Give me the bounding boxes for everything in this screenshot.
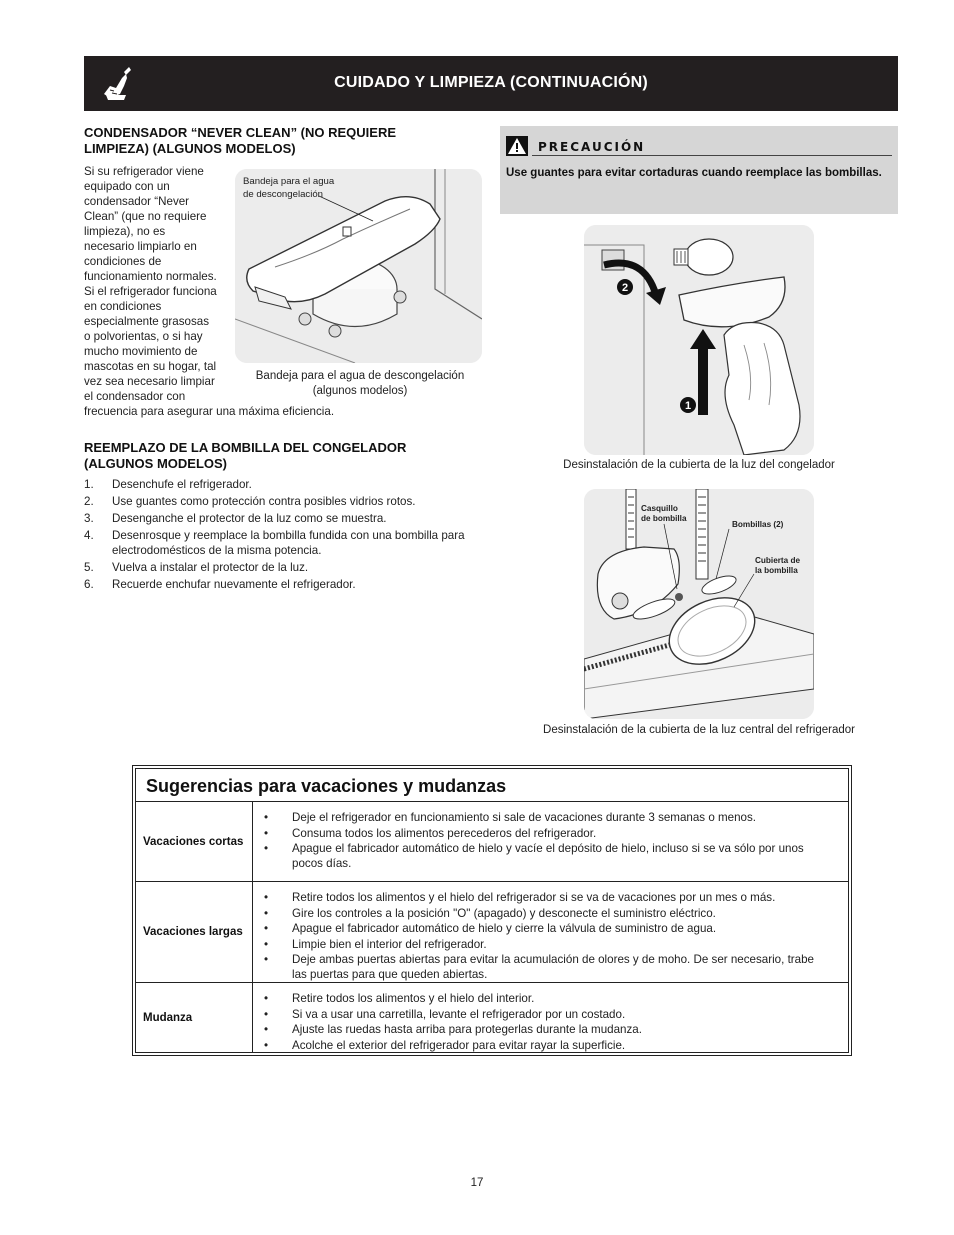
tips-item: • Deje el refrigerador en funcionamiento si sale de vacaciones durante 3 semanas o menos.	[264, 810, 828, 825]
condenser-line: equipado con un	[84, 180, 170, 193]
condenser-line: especialmente grasosas	[84, 315, 210, 328]
bulb-step	[84, 494, 484, 509]
bulb-steps-list	[84, 477, 484, 594]
caution-divider	[532, 155, 892, 156]
tips-items-list	[264, 810, 828, 872]
freezer-light-figure	[584, 225, 814, 455]
warning-icon	[506, 136, 528, 156]
caution-title: PRECAUCIÓN	[538, 140, 646, 154]
page-number: 17	[470, 1177, 484, 1189]
bulb-step-number: 1.	[84, 478, 94, 491]
condenser-paragraph-end: frecuencia para asegurar una máxima eficiencia.	[84, 405, 335, 418]
tips-title: Sugerencias para vacaciones y mudanzas	[146, 776, 507, 796]
tips-item: • Limpie bien el interior del refrigerador.	[264, 937, 828, 952]
socket-label-line1: Casquillo	[641, 504, 678, 513]
cover-label-line1: Cubierta de	[755, 556, 801, 565]
condenser-line: Si su refrigerador viene	[84, 165, 204, 178]
cover-label-line2: la bombilla	[755, 566, 798, 575]
tips-row-label-cell	[136, 882, 253, 983]
tips-row-label-cell	[136, 802, 253, 882]
bulb-step-text: Recuerde enchufar nuevamente el refrigerador.	[112, 578, 356, 591]
defrost-pan-figure	[235, 169, 482, 363]
step-2-badge: 2	[621, 282, 629, 294]
tips-row-label: Vacaciones cortas	[143, 835, 244, 848]
condenser-line: funcionamiento normales.	[84, 270, 217, 283]
condenser-paragraph	[84, 164, 244, 404]
tips-item: • Apague el fabricador automático de hielo y cierre la válvula de suministro de agua.	[264, 921, 828, 936]
bulb-step-text: Desenganche el protector de la luz como se muestra.	[112, 512, 387, 525]
tips-items-list	[264, 991, 828, 1053]
caution-text: Use guantes para evitar cortaduras cuando reemplace las bombillas.	[506, 167, 882, 179]
tips-item: • Si va a usar una carretilla, levante el refrigerador por un costado.	[264, 1007, 828, 1022]
bulb-step-text: Vuelva a instalar el protector de la luz.	[112, 561, 309, 574]
defrost-pan-caption: Bandeja para el agua de descongelación (algunos modelos)	[255, 370, 465, 397]
bulb-step	[84, 528, 484, 558]
caution-box	[500, 126, 898, 214]
tips-item: • Apague el fabricador automático de hielo y vacíe el depósito de hielo, incluso si se va sólo por unos pocos días.	[264, 841, 828, 871]
condenser-line: o polvorientas, o si hay	[84, 330, 203, 343]
fridge-light-figure	[584, 489, 814, 719]
condenser-heading: CONDENSADOR “NEVER CLEAN” (NO REQUIERE LIMPIEZA) (ALGUNOS MODELOS)	[84, 125, 397, 156]
tips-row	[136, 881, 848, 983]
condenser-line: en condiciones	[84, 300, 162, 313]
tips-item: • Consuma todos los alimentos perecederos del refrigerador.	[264, 826, 828, 841]
section-header-bar	[84, 56, 898, 111]
tips-row-label: Mudanza	[143, 1011, 193, 1024]
tips-item: • Deje ambas puertas abiertas para evitar la acumulación de olores y de moho. De ser necesario, trabe las puertas para que queden abiertas.	[264, 952, 828, 982]
bulb-step-number: 6.	[84, 578, 94, 591]
defrost-pan-label-line2: de descongelación	[243, 189, 324, 200]
condenser-line: vez sea necesario limpiar	[84, 375, 215, 388]
tips-item: • Acolche el exterior del refrigerador para evitar rayar la superficie.	[264, 1038, 828, 1053]
tips-row-label-cell	[136, 983, 253, 1053]
bulb-step-number: 4.	[84, 529, 94, 542]
step-1-badge: 1	[684, 400, 692, 412]
condenser-line: mascotas en su hogar, tal	[84, 360, 217, 373]
bulb-step-text: Desenchufe el refrigerador.	[112, 478, 252, 491]
tips-row	[136, 801, 848, 882]
bulb-step-text: Desenrosque y reemplace la bombilla fundida con una bombilla para electrodomésticos de la misma potencia.	[112, 529, 465, 557]
bulb-step-number: 3.	[84, 512, 94, 525]
bulbs-label: Bombillas (2)	[732, 520, 784, 529]
condenser-line: limpieza), no es	[84, 225, 166, 238]
freezer-figure-caption: Desinstalación de la cubierta de la luz del congelador	[563, 459, 835, 471]
defrost-pan-label-line1: Bandeja para el agua	[243, 176, 335, 187]
condenser-line: necesario limpiarlo en	[84, 240, 197, 253]
tips-item: • Gire los controles a la posición "O" (apagado) y desconecte el suministro eléctrico.	[264, 906, 828, 921]
tips-row-label: Vacaciones largas	[143, 926, 243, 938]
tips-table	[132, 765, 852, 1056]
bulb-step-number: 2.	[84, 495, 94, 508]
tips-item: • Retire todos los alimentos y el hielo del interior.	[264, 991, 828, 1006]
bulb-step-text: Use guantes como protección contra posibles vidrios rotos.	[112, 495, 416, 508]
condenser-line: Si el refrigerador funciona	[84, 285, 217, 298]
bulb-step	[84, 511, 484, 526]
tips-items-list	[264, 890, 828, 983]
bulb-step	[84, 560, 484, 575]
tips-item: • Ajuste las ruedas hasta arriba para protegerlas durante la mudanza.	[264, 1022, 828, 1037]
tips-row	[136, 982, 848, 1053]
bulb-step	[84, 577, 484, 592]
bulb-step	[84, 477, 484, 492]
bulb-step-number: 5.	[84, 561, 94, 574]
condenser-line: condiciones de	[84, 255, 162, 268]
bulb-heading: REEMPLAZO DE LA BOMBILLA DEL CONGELADOR (ALGUNOS MODELOS)	[84, 440, 407, 471]
tips-item: • Retire todos los alimentos y el hielo del refrigerador si se va de vacaciones por un mes o más.	[264, 890, 828, 905]
condenser-line: el condensador con	[84, 390, 186, 403]
condenser-line: mucho movimiento de	[84, 345, 198, 358]
condenser-line: condensador “Never	[84, 195, 190, 208]
condenser-line: Clean” (que no requiere	[84, 210, 207, 223]
socket-label-line2: de bombilla	[641, 514, 687, 523]
fridge-figure-caption: Desinstalación de la cubierta de la luz central del refrigerador	[543, 724, 855, 736]
section-title: CUIDADO Y LIMPIEZA (CONTINUACIÓN)	[334, 74, 648, 91]
